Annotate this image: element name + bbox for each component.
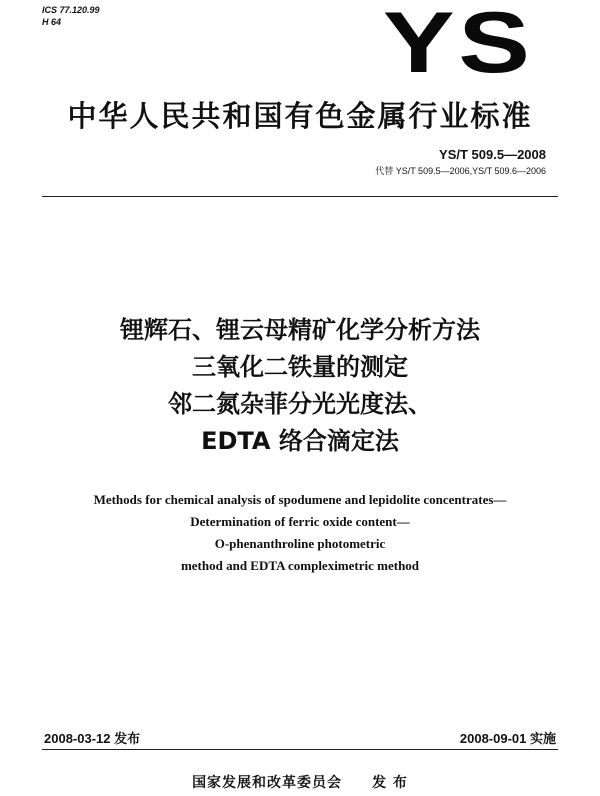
ys-logo: YS <box>383 0 534 91</box>
top-divider <box>42 196 558 197</box>
standard-number: YS/T 509.5—2008 <box>439 147 546 162</box>
chinese-title <box>0 312 600 460</box>
chinese-title-line-1: 锂辉石、锂云母精矿化学分析方法 <box>120 316 480 344</box>
english-title-line-3: O-phenanthroline photometric <box>214 536 386 551</box>
chinese-title-line-4: EDTA 络合滴定法 <box>201 427 399 455</box>
english-title-line-1: Methods for chemical analysis of spodumene and lepidolite concentrates— <box>93 492 507 507</box>
bottom-divider <box>42 749 558 750</box>
implement-date: 2008-09-01 实施 <box>459 731 556 746</box>
publish-word: 发 布 <box>372 775 408 791</box>
publisher-line <box>0 772 600 792</box>
english-title <box>0 489 600 577</box>
ics-code: ICS 77.120.99 <box>42 5 100 15</box>
chinese-title-line-3: 邻二氮杂菲分光光度法、 <box>168 390 432 418</box>
replaces-note: 代替 YS/T 509.5—2006,YS/T 509.6—2006 <box>375 166 546 176</box>
english-title-line-2: Determination of ferric oxide content— <box>190 514 410 529</box>
category-code: H 64 <box>42 17 62 27</box>
standard-type-title: 中华人民共和国有色金属行业标准 <box>67 99 533 133</box>
english-title-line-4: method and EDTA compleximetric method <box>180 558 420 573</box>
issue-date: 2008-03-12 发布 <box>44 731 141 746</box>
classification-codes <box>42 4 100 28</box>
chinese-title-line-2: 三氧化二铁量的测定 <box>192 353 408 381</box>
publisher-name: 国家发展和改革委员会 <box>192 775 343 791</box>
